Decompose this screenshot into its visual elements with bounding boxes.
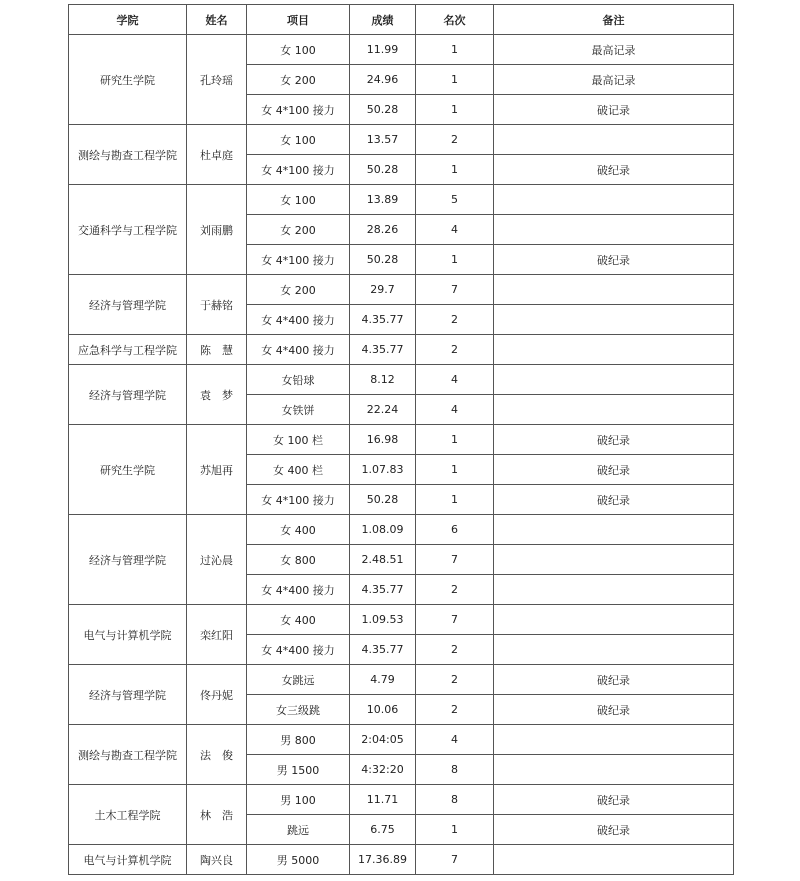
table-row — [69, 35, 734, 65]
cell-event: 女 100 — [247, 125, 350, 155]
cell-rank: 2 — [416, 575, 494, 605]
cell-result: 4.35.77 — [350, 335, 416, 365]
cell-athlete-name: 法 俊 — [187, 725, 247, 785]
cell-result: 28.26 — [350, 215, 416, 245]
cell-note: 破纪录 — [494, 425, 734, 455]
cell-rank: 7 — [416, 545, 494, 575]
cell-college: 电气与计算机学院 — [69, 605, 187, 665]
table-body — [69, 35, 734, 875]
table-row — [69, 185, 734, 215]
cell-athlete-name: 刘雨鹏 — [187, 185, 247, 275]
cell-result: 10.06 — [350, 695, 416, 725]
cell-athlete-name: 佟丹妮 — [187, 665, 247, 725]
cell-event: 女三级跳 — [247, 695, 350, 725]
cell-rank: 2 — [416, 635, 494, 665]
cell-note: 破纪录 — [494, 155, 734, 185]
cell-rank: 8 — [416, 785, 494, 815]
cell-result: 4.79 — [350, 665, 416, 695]
cell-note — [494, 185, 734, 215]
cell-result: 2:04:05 — [350, 725, 416, 755]
cell-result: 4.35.77 — [350, 305, 416, 335]
table-row — [69, 515, 734, 545]
header-rank: 名次 — [416, 5, 494, 35]
cell-result: 4.35.77 — [350, 575, 416, 605]
cell-result: 6.75 — [350, 815, 416, 845]
cell-college: 研究生学院 — [69, 35, 187, 125]
cell-rank: 5 — [416, 185, 494, 215]
header-college: 学院 — [69, 5, 187, 35]
cell-note — [494, 335, 734, 365]
cell-event: 女 200 — [247, 215, 350, 245]
cell-note — [494, 755, 734, 785]
cell-event: 女 100 栏 — [247, 425, 350, 455]
cell-event: 女 200 — [247, 275, 350, 305]
cell-rank: 1 — [416, 35, 494, 65]
cell-result: 2.48.51 — [350, 545, 416, 575]
header-result: 成绩 — [350, 5, 416, 35]
cell-college: 经济与管理学院 — [69, 365, 187, 425]
cell-result: 22.24 — [350, 395, 416, 425]
table-row — [69, 275, 734, 305]
cell-rank: 4 — [416, 395, 494, 425]
cell-athlete-name: 过沁晨 — [187, 515, 247, 605]
cell-result: 1.08.09 — [350, 515, 416, 545]
cell-event: 女跳远 — [247, 665, 350, 695]
cell-college: 经济与管理学院 — [69, 275, 187, 335]
cell-note — [494, 515, 734, 545]
table-row — [69, 845, 734, 875]
header-row — [69, 5, 734, 35]
cell-result: 50.28 — [350, 245, 416, 275]
cell-result: 1.07.83 — [350, 455, 416, 485]
cell-rank: 1 — [416, 815, 494, 845]
cell-rank: 4 — [416, 725, 494, 755]
cell-note — [494, 635, 734, 665]
cell-note — [494, 125, 734, 155]
cell-event: 女 100 — [247, 185, 350, 215]
cell-note — [494, 605, 734, 635]
cell-rank: 2 — [416, 335, 494, 365]
cell-rank: 8 — [416, 755, 494, 785]
cell-college: 经济与管理学院 — [69, 515, 187, 605]
cell-result: 13.57 — [350, 125, 416, 155]
cell-result: 1.09.53 — [350, 605, 416, 635]
cell-college: 电气与计算机学院 — [69, 845, 187, 875]
cell-event: 女 4*400 接力 — [247, 575, 350, 605]
cell-note: 破记录 — [494, 95, 734, 125]
cell-event: 女 100 — [247, 35, 350, 65]
cell-athlete-name: 于赫铭 — [187, 275, 247, 335]
cell-note: 破纪录 — [494, 485, 734, 515]
table-row — [69, 725, 734, 755]
cell-college: 应急科学与工程学院 — [69, 335, 187, 365]
cell-rank: 1 — [416, 245, 494, 275]
header-event: 项目 — [247, 5, 350, 35]
cell-result: 4.35.77 — [350, 635, 416, 665]
cell-result: 11.99 — [350, 35, 416, 65]
cell-college: 交通科学与工程学院 — [69, 185, 187, 275]
cell-event: 男 5000 — [247, 845, 350, 875]
cell-note — [494, 395, 734, 425]
cell-event: 女 4*400 接力 — [247, 335, 350, 365]
header-name: 姓名 — [187, 5, 247, 35]
cell-rank: 7 — [416, 275, 494, 305]
cell-rank: 4 — [416, 365, 494, 395]
cell-rank: 7 — [416, 845, 494, 875]
cell-event: 女 4*400 接力 — [247, 635, 350, 665]
cell-event: 女 4*100 接力 — [247, 245, 350, 275]
cell-note: 破纪录 — [494, 665, 734, 695]
cell-college: 测绘与勘查工程学院 — [69, 125, 187, 185]
cell-note: 破纪录 — [494, 785, 734, 815]
cell-result: 24.96 — [350, 65, 416, 95]
cell-result: 8.12 — [350, 365, 416, 395]
cell-rank: 7 — [416, 605, 494, 635]
cell-college: 测绘与勘查工程学院 — [69, 725, 187, 785]
cell-note: 破纪录 — [494, 695, 734, 725]
cell-note — [494, 365, 734, 395]
cell-rank: 2 — [416, 665, 494, 695]
cell-event: 女 400 — [247, 605, 350, 635]
cell-college: 研究生学院 — [69, 425, 187, 515]
cell-note — [494, 215, 734, 245]
cell-rank: 2 — [416, 305, 494, 335]
table-row — [69, 665, 734, 695]
cell-note: 破纪录 — [494, 455, 734, 485]
cell-note: 破纪录 — [494, 245, 734, 275]
cell-rank: 6 — [416, 515, 494, 545]
header-note: 备注 — [494, 5, 734, 35]
cell-event: 男 100 — [247, 785, 350, 815]
cell-result: 50.28 — [350, 155, 416, 185]
table-row — [69, 605, 734, 635]
cell-note — [494, 845, 734, 875]
cell-rank: 1 — [416, 65, 494, 95]
cell-note: 破纪录 — [494, 815, 734, 845]
cell-result: 11.71 — [350, 785, 416, 815]
cell-note — [494, 275, 734, 305]
cell-result: 50.28 — [350, 485, 416, 515]
cell-event: 女铅球 — [247, 365, 350, 395]
cell-event: 女铁饼 — [247, 395, 350, 425]
cell-result: 16.98 — [350, 425, 416, 455]
cell-college: 经济与管理学院 — [69, 665, 187, 725]
cell-athlete-name: 陈 慧 — [187, 335, 247, 365]
cell-athlete-name: 孔玲瑶 — [187, 35, 247, 125]
cell-event: 男 800 — [247, 725, 350, 755]
cell-rank: 1 — [416, 485, 494, 515]
cell-event: 女 400 — [247, 515, 350, 545]
cell-note — [494, 575, 734, 605]
table-header — [69, 5, 734, 35]
cell-rank: 2 — [416, 695, 494, 725]
cell-note: 最高记录 — [494, 35, 734, 65]
cell-result: 17.36.89 — [350, 845, 416, 875]
cell-athlete-name: 苏旭再 — [187, 425, 247, 515]
table-row — [69, 125, 734, 155]
cell-rank: 1 — [416, 455, 494, 485]
table-row — [69, 365, 734, 395]
cell-result: 29.7 — [350, 275, 416, 305]
cell-athlete-name: 杜卓庭 — [187, 125, 247, 185]
cell-note — [494, 545, 734, 575]
cell-rank: 4 — [416, 215, 494, 245]
results-table — [68, 4, 734, 875]
cell-result: 13.89 — [350, 185, 416, 215]
table-row — [69, 425, 734, 455]
cell-event: 女 4*100 接力 — [247, 95, 350, 125]
cell-result: 4:32:20 — [350, 755, 416, 785]
cell-athlete-name: 林 浩 — [187, 785, 247, 845]
table-row — [69, 335, 734, 365]
cell-event: 女 4*100 接力 — [247, 485, 350, 515]
table-row — [69, 785, 734, 815]
cell-athlete-name: 袁 梦 — [187, 365, 247, 425]
cell-note: 最高记录 — [494, 65, 734, 95]
cell-rank: 1 — [416, 155, 494, 185]
cell-result: 50.28 — [350, 95, 416, 125]
cell-college: 土木工程学院 — [69, 785, 187, 845]
cell-event: 女 400 栏 — [247, 455, 350, 485]
cell-athlete-name: 陶兴良 — [187, 845, 247, 875]
cell-event: 女 4*400 接力 — [247, 305, 350, 335]
cell-note — [494, 305, 734, 335]
cell-rank: 1 — [416, 425, 494, 455]
cell-rank: 2 — [416, 125, 494, 155]
cell-event: 女 200 — [247, 65, 350, 95]
cell-event: 男 1500 — [247, 755, 350, 785]
cell-athlete-name: 栾红阳 — [187, 605, 247, 665]
cell-note — [494, 725, 734, 755]
cell-event: 跳远 — [247, 815, 350, 845]
cell-event: 女 4*100 接力 — [247, 155, 350, 185]
cell-rank: 1 — [416, 95, 494, 125]
cell-event: 女 800 — [247, 545, 350, 575]
